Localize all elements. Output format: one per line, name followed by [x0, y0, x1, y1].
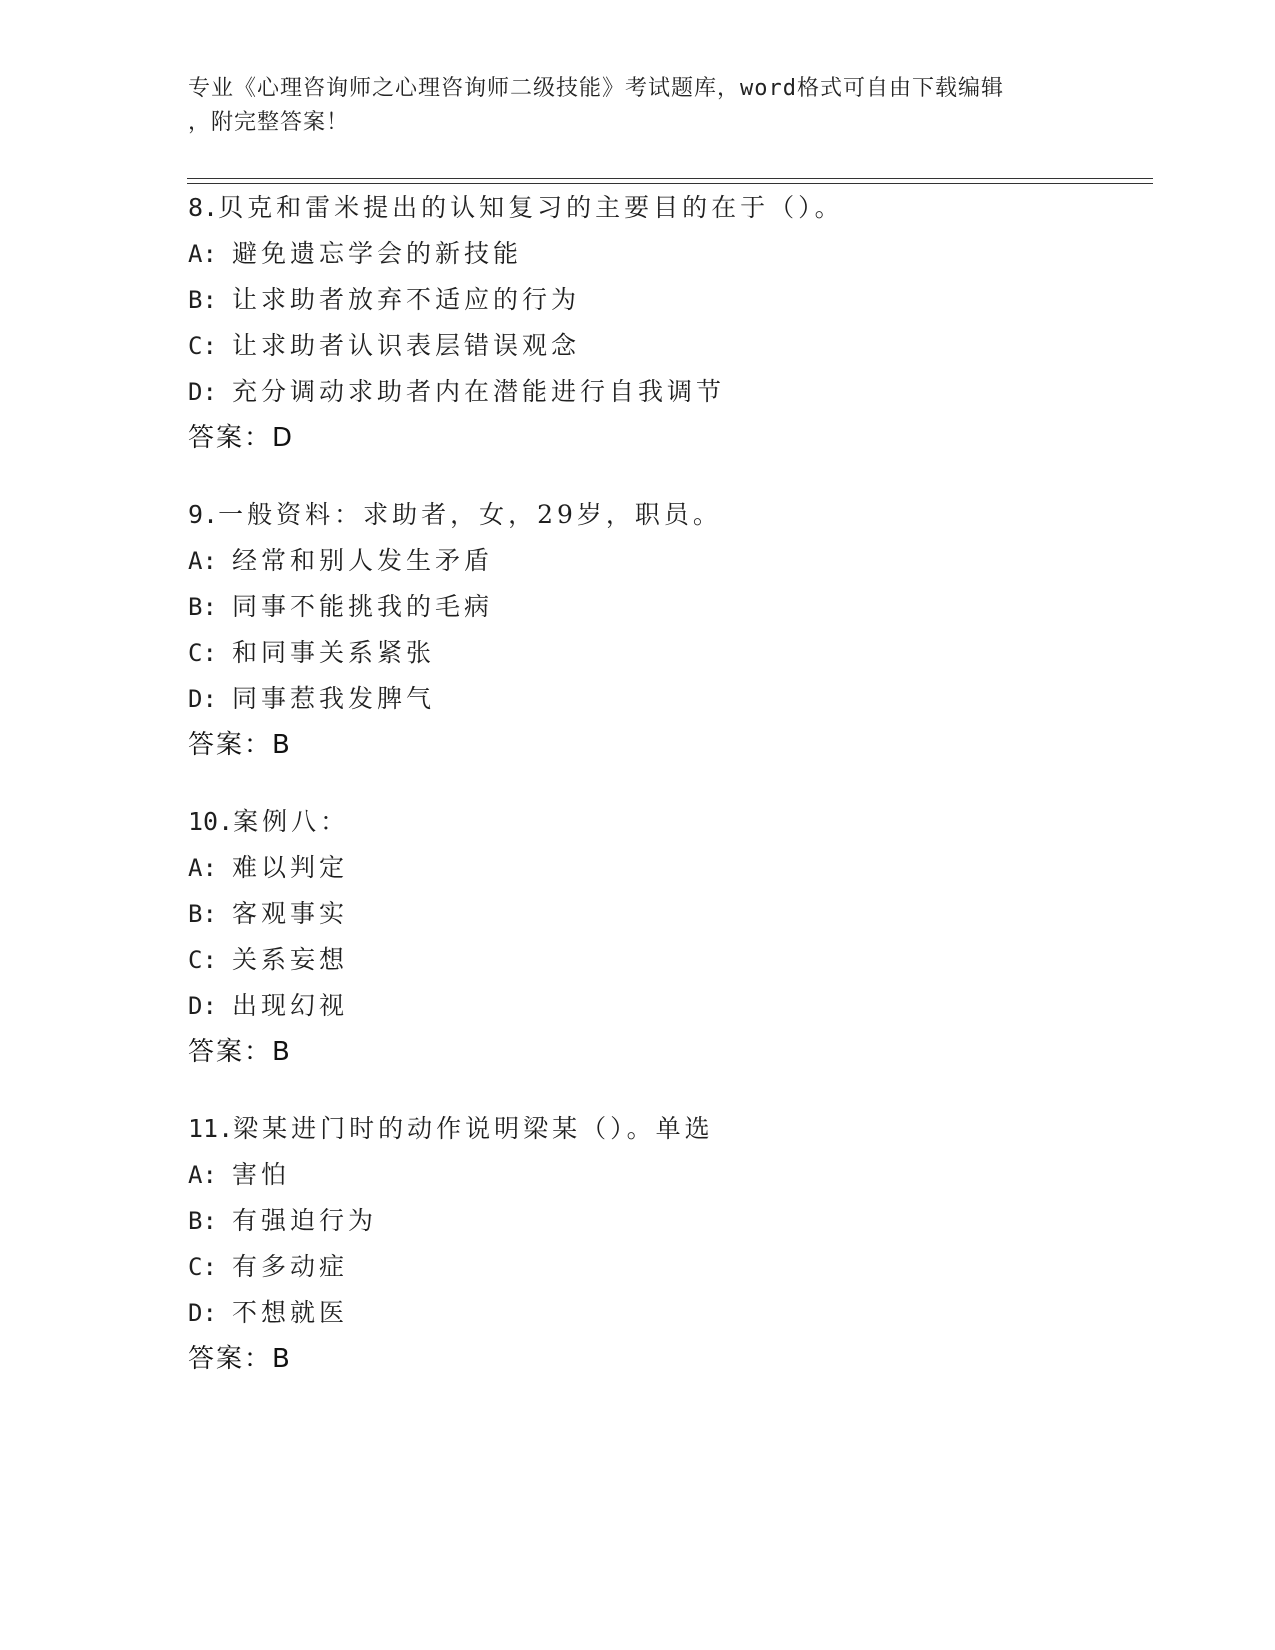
option-text: 和同事关系紧张 [232, 638, 436, 667]
option-text: 充分调动求助者内在潜能进行自我调节 [232, 377, 726, 406]
question-text: 案例八： [233, 807, 350, 836]
option-letter: A: [188, 240, 217, 268]
option-c [188, 323, 1148, 369]
question-block [188, 492, 1148, 768]
option-text: 同事惹我发脾气 [232, 684, 436, 713]
option-a [188, 845, 1148, 891]
option-b [188, 277, 1148, 323]
option-text: 出现幻视 [232, 991, 349, 1020]
option-c [188, 1244, 1148, 1290]
option-a [188, 1152, 1148, 1198]
header-line-2: ，附完整答案！ [188, 110, 350, 135]
question-stem [188, 185, 1148, 231]
question-number: 8. [188, 193, 219, 222]
option-letter: B: [188, 1207, 217, 1235]
option-d [188, 1290, 1148, 1336]
option-text: 关系妄想 [232, 945, 349, 974]
option-c [188, 937, 1148, 983]
option-b [188, 891, 1148, 937]
option-letter: C: [188, 946, 217, 974]
option-letter: D: [188, 378, 217, 406]
option-c [188, 630, 1148, 676]
option-letter: A: [188, 1161, 217, 1189]
option-d [188, 983, 1148, 1029]
question-text: 贝克和雷米提出的认知复习的主要目的在于（）。 [218, 193, 844, 222]
option-text: 不想就医 [232, 1298, 349, 1327]
option-text: 让求助者放弃不适应的行为 [232, 285, 581, 314]
option-text: 难以判定 [232, 853, 349, 882]
option-text: 害怕 [232, 1160, 291, 1189]
option-text: 同事不能挑我的毛病 [232, 592, 494, 621]
answer-line: 答案：B [188, 730, 292, 760]
question-block [188, 1106, 1148, 1382]
option-letter: A: [188, 547, 217, 575]
option-letter: C: [188, 639, 217, 667]
answer-line: 答案：D [188, 423, 295, 453]
option-b [188, 1198, 1148, 1244]
question-text: 梁某进门时的动作说明梁某（）。单选 [233, 1114, 714, 1143]
option-letter: D: [188, 992, 217, 1020]
answer-line: 答案：B [188, 1037, 292, 1067]
question-block [188, 799, 1148, 1075]
option-letter: B: [188, 900, 217, 928]
option-d [188, 369, 1148, 415]
header-divider-top [187, 178, 1153, 179]
option-letter: B: [188, 286, 217, 314]
option-a [188, 538, 1148, 584]
question-block [188, 185, 1148, 461]
question-text: 一般资料：求助者，女，29岁，职员。 [218, 500, 722, 529]
question-stem [188, 799, 1148, 845]
header-divider-bottom [187, 183, 1153, 184]
option-a [188, 231, 1148, 277]
option-letter: D: [188, 1299, 217, 1327]
option-letter: C: [188, 332, 217, 360]
option-b [188, 584, 1148, 630]
option-text: 有多动症 [232, 1252, 349, 1281]
option-text: 让求助者认识表层错误观念 [232, 331, 581, 360]
option-text: 客观事实 [232, 899, 349, 928]
option-letter: D: [188, 685, 217, 713]
option-text: 避免遗忘学会的新技能 [232, 239, 523, 268]
answer-line: 答案：B [188, 1344, 292, 1374]
option-letter: B: [188, 593, 217, 621]
question-number: 10. [188, 807, 234, 836]
document-header [188, 72, 1088, 140]
question-stem [188, 1106, 1148, 1152]
header-line-1: 专业《心理咨询师之心理咨询师二级技能》考试题库，word格式可自由下载编辑 [188, 76, 1004, 101]
option-text: 经常和别人发生矛盾 [232, 546, 494, 575]
option-letter: C: [188, 1253, 217, 1281]
option-d [188, 676, 1148, 722]
option-text: 有强迫行为 [232, 1206, 378, 1235]
question-number: 9. [188, 500, 219, 529]
question-number: 11. [188, 1114, 234, 1143]
question-stem [188, 492, 1148, 538]
option-letter: A: [188, 854, 217, 882]
